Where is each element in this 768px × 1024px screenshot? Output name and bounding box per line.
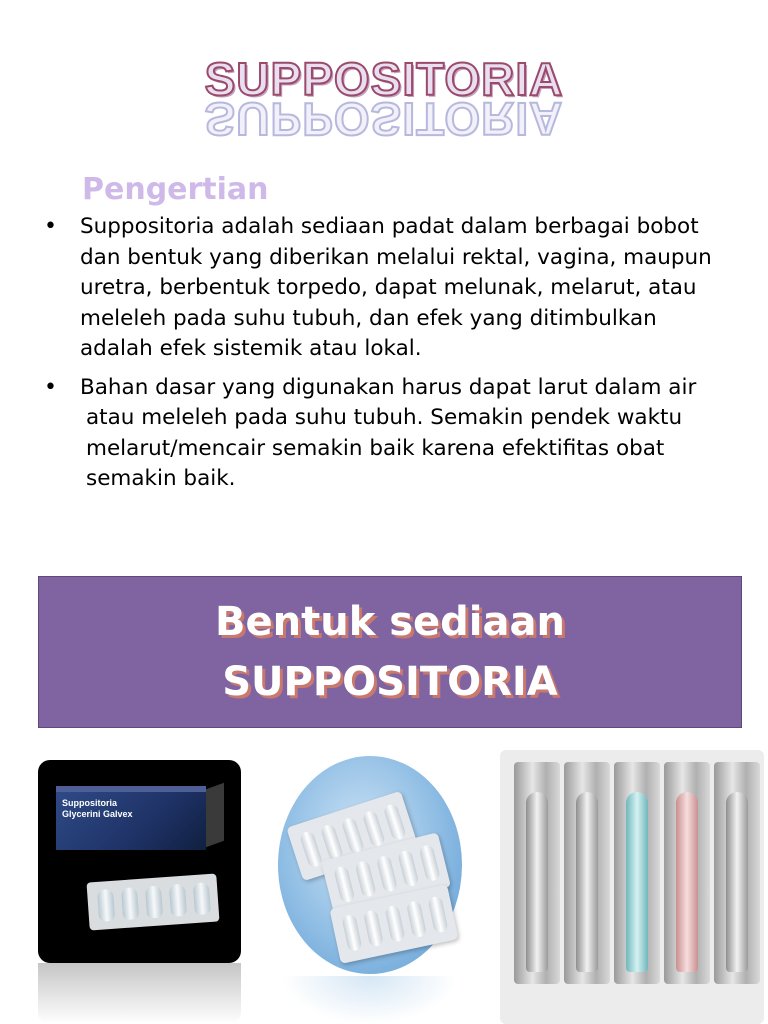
foil-suppositories-photo xyxy=(500,750,764,1024)
blister-pack-photo xyxy=(278,756,462,974)
bullet-item xyxy=(40,212,730,365)
slide-title: SUPPOSITORIA xyxy=(204,53,564,105)
section-subheading: Pengertian xyxy=(82,172,269,207)
bullet-text: Suppositoria adalah sediaan padat dalam berbagai bobot dan bentuk yang diberikan melalui rektal, vagina, maupun uretra, berbentuk torpedo, dapat melunak, melarut, atau meleleh pada suhu tubuh, dan efek yang ditimbulkan adalah efek sistemik atau lokal. xyxy=(80,214,712,361)
slide-title-area xyxy=(0,52,768,152)
bullet-text: Bahan dasar yang digunakan harus dapat larut dalam air atau meleleh pada suhu tubuh. Semakin pendek waktu melarut/mencair semakin baik karena efektifitas obat semakin baik. xyxy=(80,374,697,491)
product-box-label: Suppositoria Glycerini Galvex xyxy=(62,798,133,819)
bullet-item xyxy=(40,373,730,495)
section-banner xyxy=(38,576,742,728)
bullet-dot-icon: • xyxy=(44,214,57,239)
product-box-photo xyxy=(38,760,241,963)
bullet-dot-icon: • xyxy=(44,374,57,400)
photo-reflection xyxy=(282,976,458,1024)
slide-title-reflection: SUPPOSITORIA xyxy=(204,93,564,145)
banner-title-line-2: SUPPOSITORIA xyxy=(222,659,558,705)
photo-reflection xyxy=(38,963,241,1024)
banner-title-line-1: Bentuk sediaan xyxy=(215,599,565,645)
bullet-list xyxy=(40,212,730,503)
blister-pack xyxy=(86,874,219,931)
